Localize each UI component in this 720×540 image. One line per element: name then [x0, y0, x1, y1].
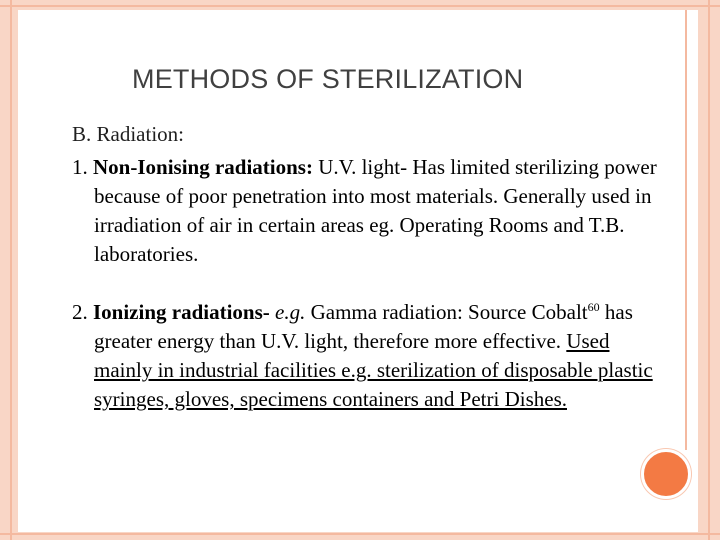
list-item-ionizing — [72, 298, 672, 414]
item-text-part-b: has greater energy than U.V. light, therefore more effective. — [94, 300, 633, 353]
item-number: 2. — [72, 300, 88, 324]
isotope-superscript: 60 — [587, 300, 600, 314]
slide-title: METHODS OF STERILIZATION — [132, 64, 524, 94]
item-example-abbrev: e.g. — [275, 300, 306, 324]
frame-border-top — [0, 5, 720, 7]
frame-border-bottom — [0, 533, 720, 535]
item-number: 1. — [72, 155, 88, 179]
section-heading: B. Radiation: — [72, 122, 184, 146]
item-term: Ionizing radiations- — [93, 300, 270, 324]
frame-border-left — [10, 0, 12, 540]
item-text: U.V. light- Has limited sterilizing power because of poor penetration into most materials. Generally used in irradiation of air in certain areas eg. Operating Rooms and T.B. laboratories. — [94, 155, 657, 266]
slide-body — [72, 120, 672, 443]
vertical-accent-rule — [685, 10, 687, 450]
list-item-non-ionising — [72, 153, 672, 269]
accent-circle — [641, 449, 691, 499]
frame-border-right — [708, 0, 710, 540]
item-underlined-text: Used mainly in industrial facilities e.g. sterilization of disposable plastic syringes, gloves, specimens containers and Petri Dishes. — [94, 329, 653, 411]
item-term: Non-Ionising radiations: — [93, 155, 313, 179]
item-text-part-a: Gamma radiation: Source Cobalt — [310, 300, 588, 324]
